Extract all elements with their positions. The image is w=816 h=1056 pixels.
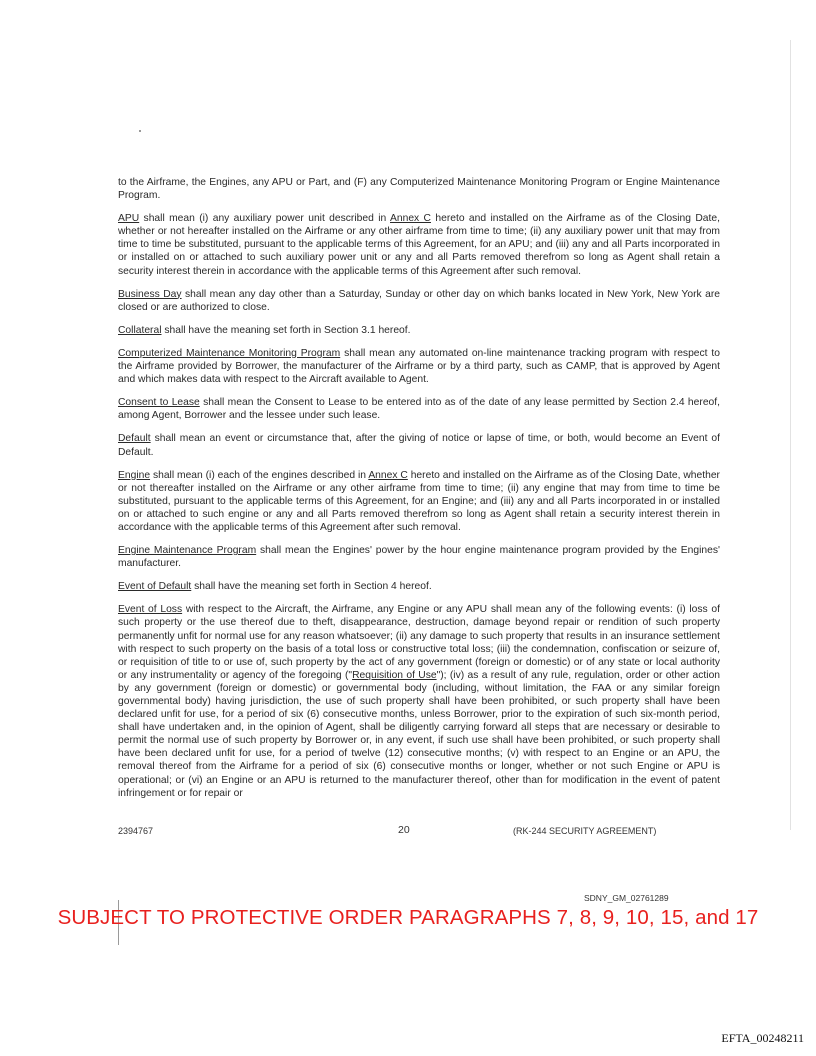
defined-term: Requisition of Use [352, 669, 437, 681]
definition-paragraph [118, 396, 720, 422]
definition-paragraph [118, 212, 720, 277]
defined-term: Engine [118, 469, 151, 481]
defined-term: Business Day [118, 288, 182, 300]
defined-term: Default [118, 433, 151, 445]
paragraph-text: "); (iv) as a result of any rule, regulation, order or other action by any government (foreign or domestic) or governmental body (including, without limitation, the FAA or any similar foreign governmental body) having jurisdiction, the use of such property shall have been prohibited, or such property shall have been declared unfit for use, for a period of six (6) consecutive months, unless Borrower, prior to the expiration of such six-month period, shall have undertaken and, in the opinion of Agent, shall be diligently carrying forward all steps that are necessary or desirable to permit the normal use of such property by Borrower or, in any event, if such use shall have been prohibited, or such property shall have been declared unfit for use, for a period of twelve (12) consecutive months; (v) with respect to an Engine or an APU, the removal thereof from the Airframe for a period of six (6) consecutive months or longer, whether or not such Engine or APU is operational; or (vi) an Engine or an APU is returned to the manufacturer thereof, other than for modification in the event of patent infringement or for repair or [118, 669, 721, 799]
defined-term: Annex C [368, 469, 408, 481]
paragraph-text: shall mean any day other than a Saturday, Sunday or other day on which banks located in New York, New York are closed or are authorized to close. [118, 288, 720, 313]
paragraph-text: hereto and installed on the Airframe as of the Closing Date, whether or not hereafter installed on the Airframe or any other airframe from time to time; (ii) any auxiliary power unit that may from time to time be substituted, pursuant to the applicable terms of this Agreement, for an APU; and (iii) any and all Parts incorporated in or installed on or attached to such auxiliary power unit or any and all Parts removed therefrom so long as Agent shall retain a security interest therein in accordance with the applicable terms of this Agreement after such removal. [118, 213, 720, 277]
defined-term: Event of Loss [118, 604, 183, 616]
paragraph-text: to the Airframe, the Engines, any APU or Part, and (F) any Computerized Maintenance Monitoring Program or Engine Maintenance Program. [118, 177, 720, 202]
defined-term: Collateral [118, 324, 162, 336]
defined-term: Annex C [390, 213, 431, 225]
scan-mark [139, 130, 141, 132]
definition-paragraph [118, 288, 720, 314]
definition-paragraph [118, 324, 720, 337]
footer-doc-title: (RK-244 SECURITY AGREEMENT) [513, 826, 657, 836]
definition-paragraph [118, 176, 720, 202]
definition-paragraph [118, 432, 720, 458]
definition-paragraph [118, 347, 720, 386]
definition-paragraph [118, 544, 720, 570]
defined-term: Computerized Maintenance Monitoring Program [118, 347, 341, 359]
paragraph-text: shall mean the Consent to Lease to be entered into as of the date of any lease permitted by Section 2.4 hereof, among Agent, Borrower and the lessee under such lease. [118, 397, 720, 422]
bates-number: SDNY_GM_02761289 [584, 893, 669, 903]
defined-term: APU [118, 213, 140, 225]
paragraph-text: shall mean (i) each of the engines described in [150, 469, 369, 481]
paragraph-text: shall have the meaning set forth in Section 4 hereof. [191, 581, 432, 593]
footer-page-number: 20 [398, 824, 410, 836]
footer-doc-number: 2394767 [118, 826, 154, 836]
efta-identifier: EFTA_00248211 [721, 1031, 804, 1045]
paragraph-text: shall mean the Engines' power by the hour engine maintenance program provided by the Engines' manufacturer. [118, 545, 720, 570]
paragraph-text: shall mean any automated on-line maintenance tracking program with respect to the Airframe provided by Borrower, the manufacturer of the Airframe or by a third party, such as CAMP, that is approved by Agent and which makes data with respect to the Aircraft available to Agent. [118, 347, 720, 386]
document-body [118, 176, 720, 810]
paragraph-text: with respect to the Aircraft, the Airframe, any Engine or any APU shall mean any of the following events: (i) loss of such property or the use thereof due to theft, disappearance, destruction, damage beyond repair or rendition of such property permanently unfit for normal use for any reason whatsoever; (ii) any damage to such property that results in an insurance settlement with respect to such property on the basis of a total loss or constructive total loss; (iii) the condemnation, confiscation or seizure of, or requisition of title to or use of, such property by the act of any government (foreign or domestic) or of any state or local authority or any instrumentality or agency of the foregoing (" [118, 604, 721, 681]
defined-term: Event of Default [118, 581, 192, 593]
page-edge-line [790, 40, 791, 830]
paragraph-text: shall mean an event or circumstance that, after the giving of notice or lapse of time, or both, would become an Event of Default. [118, 433, 720, 458]
defined-term: Consent to Lease [118, 397, 200, 409]
paragraph-text: shall have the meaning set forth in Section 3.1 hereof. [161, 324, 411, 336]
definition-paragraph [118, 469, 720, 534]
defined-term: Engine Maintenance Program [118, 545, 257, 557]
definition-paragraph [118, 603, 720, 799]
paragraph-text: hereto and installed on the Airframe as of the Closing Date, whether or not thereafter installed on the Airframe or any other airframe from time to time; (ii) any engine that may from time to time be substituted, pursuant to the applicable terms of this Agreement, for an Engine; and (iii) any and all Parts incorporated in or installed on or attached to such engine or any and all Parts removed therefrom so long as Agent shall retain a security interest therein in accordance with the applicable terms of this Agreement after such removal. [118, 469, 720, 533]
protective-order-notice: SUBJECT TO PROTECTIVE ORDER PARAGRAPHS 7, 8, 9, 10, 15, and 17 [57, 906, 759, 929]
definition-paragraph [118, 580, 720, 593]
paragraph-text: shall mean (i) any auxiliary power unit described in [139, 213, 390, 225]
